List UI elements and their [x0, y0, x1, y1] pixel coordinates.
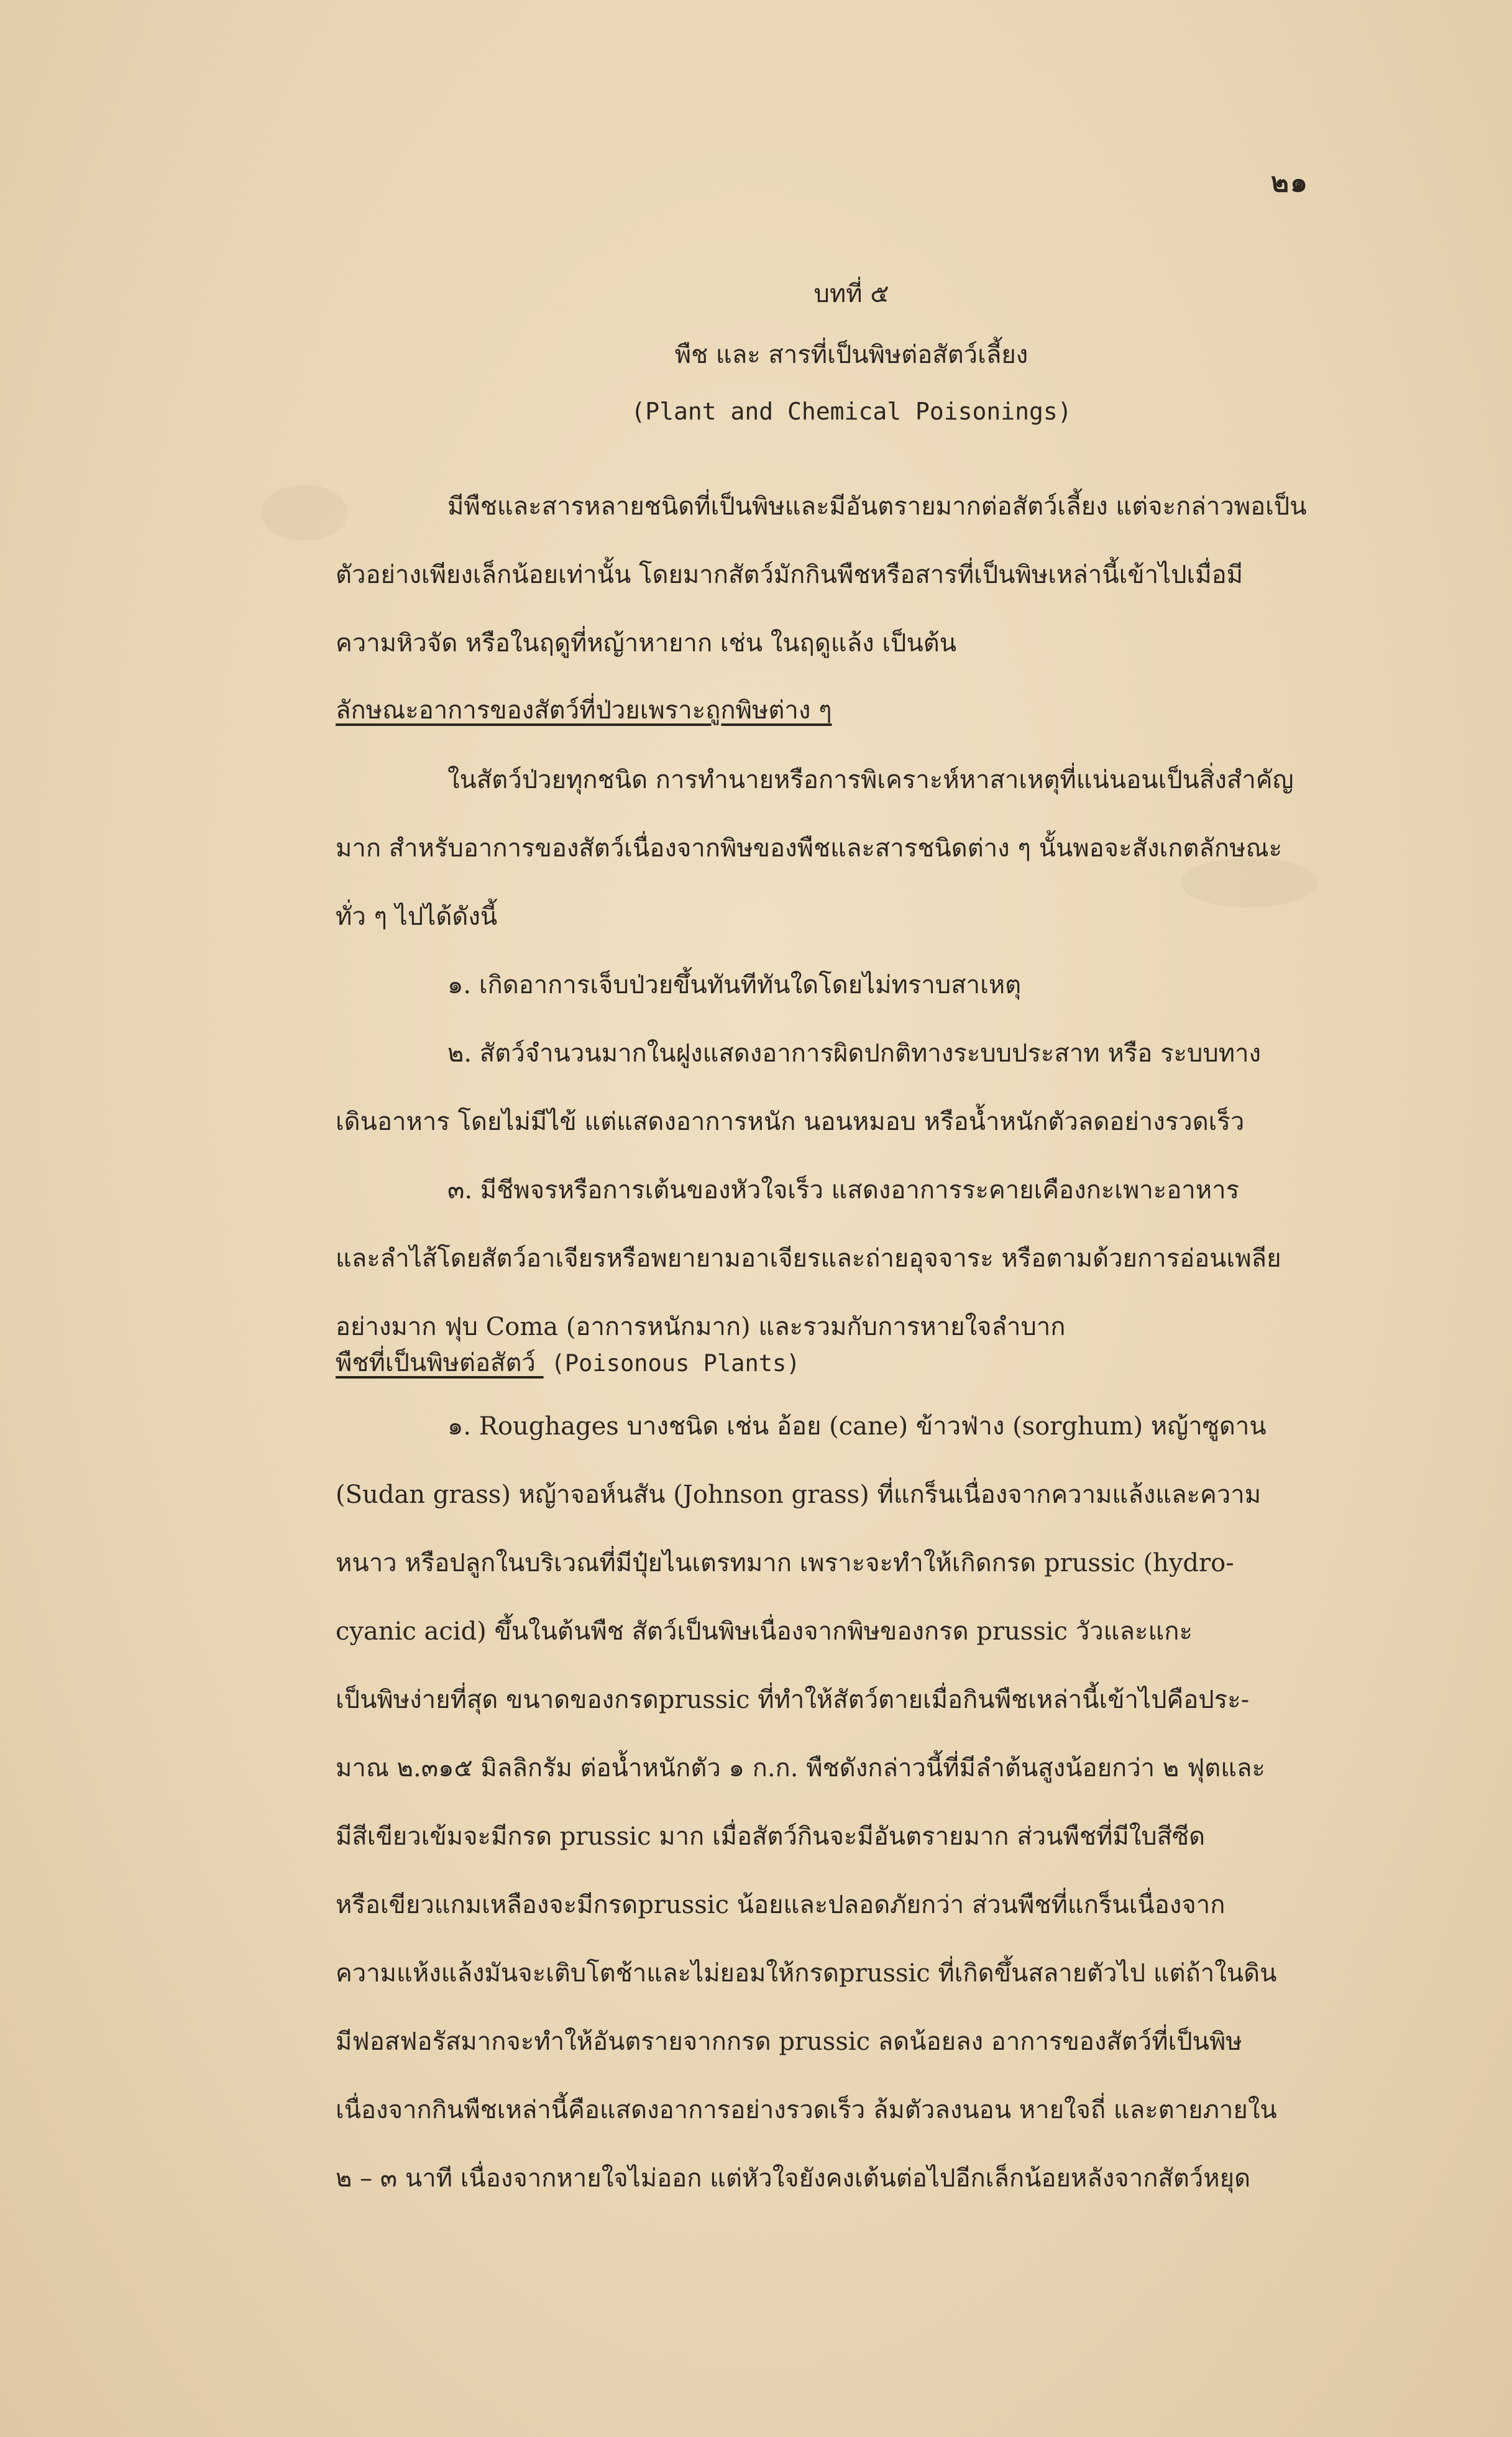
- symptom-item-2: ๒. สัตว์จำนวนมากในฝูงแสดงอาการผิดปกติทางระบบประสาท หรือ ระบบทาง: [447, 1039, 1262, 1068]
- symptom-item-1: ๑. เกิดอาการเจ็บป่วยขึ้นทันทีทันใดโดยไม่ทราบสาเหตุ: [447, 971, 1022, 999]
- plants-line: (Sudan grass) หญ้าจอห์นสัน (Johnson grass) ที่แกร็นเนื่องจากความแล้งและความ: [336, 1480, 1262, 1509]
- plants-line: ๑. Roughages บางชนิด เช่น อ้อย (cane) ข้าวฟ่าง (sorghum) หญ้าซูดาน: [447, 1412, 1267, 1441]
- symptom-item-3-cont: อย่างมาก ฟุบ Coma (อาการหนักมาก) และรวมกับการหายใจลำบาก: [336, 1313, 1066, 1341]
- chapter-subtitle: (Plant and Chemical Poisonings): [631, 398, 1072, 425]
- plants-line: เนื่องจากกินพืชเหล่านี้คือแสดงอาการอย่างรวดเร็ว ล้มตัวลงนอน หายใจถี่ และตายภายใน: [336, 2096, 1277, 2124]
- symptoms-line: ทั่ว ๆ ไปได้ดังนี้: [336, 902, 498, 931]
- paper-stain: [261, 485, 348, 541]
- plants-line: หรือเขียวแกมเหลืองจะมีกรดprussic น้อยและปลอดภัยกว่า ส่วนพืชที่แกร็นเนื่องจาก: [336, 1891, 1226, 1919]
- plants-line: ๒ – ๓ นาที เนื่องจากหายใจไม่ออก แต่หัวใจยังคงเต้นต่อไปอีกเล็กน้อยหลังจากสัตว์หยุด: [336, 2164, 1251, 2193]
- section-heading-th: พืชที่เป็นพิษต่อสัตว์: [336, 1349, 536, 1377]
- symptom-item-3: ๓. มีชีพจรหรือการเต้นของหัวใจเร็ว แสดงอาการระคายเคืองกะเพาะอาหาร: [447, 1176, 1240, 1205]
- intro-line: มีพืชและสารหลายชนิดที่เป็นพิษและมีอันตรายมากต่อสัตว์เลี้ยง แต่จะกล่าวพอเป็น: [447, 492, 1307, 521]
- chapter-title: พืช และ สารที่เป็นพิษต่อสัตว์เลี้ยง: [674, 341, 1029, 369]
- section-heading-poisonous-plants: [336, 1342, 800, 1382]
- page-number: ๒๑: [1271, 167, 1309, 198]
- symptoms-line: มาก สำหรับอาการของสัตว์เนื่องจากพิษของพืชและสารชนิดต่าง ๆ นั้นพอจะสังเกตลักษณะ: [336, 834, 1283, 863]
- poisonous-plants-paragraph: [336, 1392, 1367, 2213]
- plants-line: หนาว หรือปลูกในบริเวณที่มีปุ๋ยไนเตรทมาก เพราะจะทำให้เกิดกรด prussic (hydro-: [336, 1549, 1234, 1577]
- section-heading-en: (Poisonous Plants): [551, 1350, 800, 1377]
- symptoms-paragraph: [336, 746, 1367, 951]
- symptom-item-3-cont: และลำไส้โดยสัตว์อาเจียรหรือพยายามอาเจียรและถ่ายอุจจาระ หรือตามด้วยการอ่อนเพลีย: [336, 1244, 1281, 1273]
- plants-line: มาณ ๒.๓๑๕ มิลลิกรัม ต่อน้ำหนักตัว ๑ ก.ก. พืชดังกล่าวนี้ที่มีลำต้นสูงน้อยกว่า ๒ ฟุตและ: [336, 1754, 1266, 1783]
- plants-line: ความแห้งแล้งมันจะเติบโตช้าและไม่ยอมให้กรดprussic ที่เกิดขึ้นสลายตัวไป แต่ถ้าในดิน: [336, 1959, 1277, 1988]
- intro-paragraph: [336, 472, 1367, 677]
- plants-line: cyanic acid) ขึ้นในต้นพืช สัตว์เป็นพิษเนื่องจากพิษของกรด prussic วัวและแกะ: [336, 1617, 1193, 1646]
- plants-line: มีฟอสฟอรัสมากจะทำให้อันตรายจากกรด prussic ลดน้อยลง อาการของสัตว์ที่เป็นพิษ: [336, 2027, 1242, 2056]
- section-heading-symptoms: ลักษณะอาการของสัตว์ที่ป่วยเพราะถูกพิษต่าง ๆ: [336, 696, 832, 725]
- intro-line: ตัวอย่างเพียงเล็กน้อยเท่านั้น โดยมากสัตว์มักกินพืชหรือสารที่เป็นพิษเหล่านี้เข้าไปเมื่อมี: [336, 561, 1243, 589]
- plants-line: มีสีเขียวเข้มจะมีกรด prussic มาก เมื่อสัตว์กินจะมีอันตรายมาก ส่วนพืชที่มีใบสีซีด: [336, 1822, 1206, 1851]
- plants-line: เป็นพิษง่ายที่สุด ขนาดของกรดprussic ที่ทำให้สัตว์ตายเมื่อกินพืชเหล่านี้เข้าไปคือประ-: [336, 1686, 1250, 1714]
- chapter-heading: บทที่ ๕: [813, 280, 889, 308]
- symptom-item-2-cont: เดินอาหาร โดยไม่มีไข้ แต่แสดงอาการหนัก นอนหมอบ หรือน้ำหนักตัวลดอย่างรวดเร็ว: [336, 1108, 1245, 1136]
- symptom-list: [336, 951, 1367, 1361]
- symptoms-line: ในสัตว์ป่วยทุกชนิด การทำนายหรือการพิเคราะห์หาสาเหตุที่แน่นอนเป็นสิ่งสำคัญ: [447, 766, 1294, 794]
- intro-line: ความหิวจัด หรือในฤดูที่หญ้าหายาก เช่น ในฤดูแล้ง เป็นต้น: [336, 629, 957, 658]
